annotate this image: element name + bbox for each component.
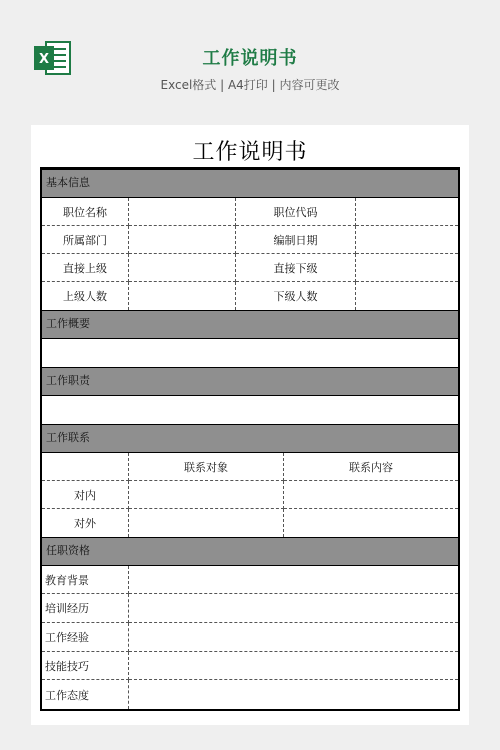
- section-label: 任职资格: [46, 544, 90, 557]
- field-value[interactable]: [129, 623, 458, 652]
- header-title: 工作说明书: [202, 48, 298, 69]
- field-label: 所属部门: [42, 226, 129, 254]
- table-row: [42, 226, 458, 254]
- field-value[interactable]: [284, 481, 458, 509]
- column-header: 联系对象: [129, 453, 284, 481]
- section-qualifications: [42, 537, 458, 566]
- field-value[interactable]: [129, 509, 284, 537]
- table-row: [42, 566, 458, 594]
- field-label: 下级人数: [236, 282, 356, 310]
- row-label: 技能技巧: [42, 652, 129, 680]
- row-label: 对内: [42, 481, 129, 509]
- field-label: 上级人数: [42, 282, 129, 310]
- section-duties: [42, 367, 458, 396]
- row-label: 教育背景: [42, 566, 129, 594]
- table-row: [42, 254, 458, 282]
- field-value[interactable]: [129, 680, 458, 709]
- field-label: 职位代码: [236, 198, 356, 226]
- field-label: 直接上级: [42, 254, 129, 282]
- row-label: 工作经验: [42, 623, 129, 652]
- field-value[interactable]: [356, 198, 458, 226]
- blank-header-cell: [42, 453, 129, 481]
- job-description-form: [40, 167, 460, 711]
- column-header: 联系内容: [284, 453, 458, 481]
- field-value[interactable]: [356, 282, 458, 310]
- table-row: [42, 680, 458, 709]
- field-label: 直接下级: [236, 254, 356, 282]
- field-label: 职位名称: [42, 198, 129, 226]
- field-value[interactable]: [129, 282, 236, 310]
- section-overview: [42, 310, 458, 339]
- table-row: [42, 594, 458, 623]
- section-label: 工作联系: [46, 431, 90, 444]
- table-header-row: [42, 453, 458, 481]
- document-page: [31, 125, 469, 725]
- table-row: [42, 198, 458, 226]
- field-value[interactable]: [284, 509, 458, 537]
- field-value[interactable]: [356, 254, 458, 282]
- field-value[interactable]: [129, 594, 458, 623]
- document-title: 工作说明书: [192, 140, 308, 165]
- overview-content-field[interactable]: [42, 339, 458, 367]
- page-header: [0, 0, 500, 120]
- field-value[interactable]: [129, 566, 458, 594]
- table-row: [42, 481, 458, 509]
- field-value[interactable]: [129, 254, 236, 282]
- table-row: [42, 282, 458, 310]
- section-label: 工作职责: [46, 374, 90, 387]
- field-value[interactable]: [129, 652, 458, 680]
- row-label: 对外: [42, 509, 129, 537]
- field-value[interactable]: [129, 226, 236, 254]
- section-label: 工作概要: [46, 317, 90, 330]
- section-label: 基本信息: [46, 176, 90, 189]
- header-subtitle: Excel格式 | A4打印 | 内容可更改: [160, 78, 340, 92]
- row-label: 培训经历: [42, 594, 129, 623]
- field-value[interactable]: [356, 226, 458, 254]
- row-label: 工作态度: [42, 680, 129, 709]
- field-value[interactable]: [129, 198, 236, 226]
- table-row: [42, 623, 458, 652]
- field-label: 编制日期: [236, 226, 356, 254]
- svg-text:X: X: [38, 52, 50, 67]
- table-row: [42, 652, 458, 680]
- table-row: [42, 509, 458, 537]
- section-relations: [42, 424, 458, 453]
- duties-content-field[interactable]: [42, 396, 458, 424]
- field-value[interactable]: [129, 481, 284, 509]
- section-basic-info: [42, 169, 458, 198]
